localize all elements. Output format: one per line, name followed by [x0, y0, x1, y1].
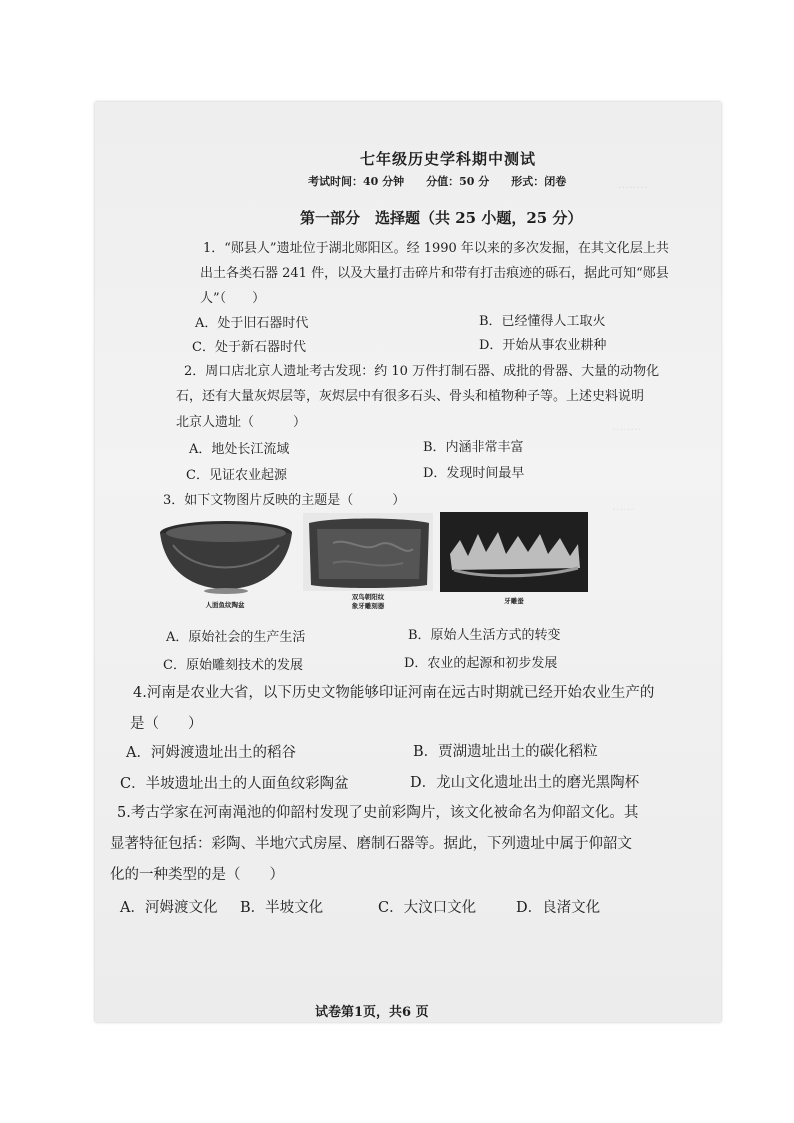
question-1-option-d[interactable]: D．开始从事农业耕种: [479, 338, 607, 353]
question-3-option-d[interactable]: D．农业的起源和初步发展: [404, 656, 558, 671]
question-5-option-a[interactable]: A．河姆渡文化: [120, 900, 218, 916]
artifact-caption-3: 牙雕蚕: [504, 597, 524, 605]
question-5-option-c[interactable]: C．大汶口文化: [378, 900, 477, 916]
artifact-caption-1: 人面鱼纹陶盆: [205, 601, 245, 609]
exam-title: 七年级历史学科期中测试: [360, 150, 537, 168]
question-4-line-1: 4.河南是农业大省，以下历史文物能够印证河南在远古时期就已经开始农业生产的: [133, 685, 655, 701]
question-5-line-3: 化的一种类型的是（ ）: [110, 867, 284, 883]
question-4-option-c[interactable]: C．半坡遗址出土的人面鱼纹彩陶盆: [120, 776, 349, 792]
question-2-line-1: 2．周口店北京人遗址考古发现：约 10 万件打制石器、成批的骨器、大量的动物化: [184, 364, 660, 379]
question-3-line-1: 3．如下文物图片反映的主题是（ ）: [163, 493, 406, 508]
question-2-option-c[interactable]: C．见证农业起源: [186, 468, 287, 483]
bleed-through-mark: ‥‥‥: [612, 500, 635, 513]
question-3-option-a[interactable]: A．原始社会的生产生活: [166, 630, 306, 645]
ivory-carving-image: [303, 513, 433, 591]
bleed-through-mark: ‥‥‥‥: [612, 420, 642, 433]
question-4-option-a[interactable]: A．河姆渡遗址出土的稻谷: [126, 745, 296, 761]
ivory-silkworm-image: [440, 512, 588, 592]
question-2-line-3: 北京人遗址（ ）: [176, 415, 307, 430]
question-1-line-2: 出土各类石器 241 件，以及大量打击碎片和带有打击痕迹的砾石，据此可知“郧县: [200, 266, 669, 281]
question-1-option-a[interactable]: A．处于旧石器时代: [195, 316, 309, 331]
bleed-through-mark: ‥‥‥‥: [618, 178, 648, 191]
question-1-option-c[interactable]: C．处于新石器时代: [192, 340, 306, 355]
pottery-basin-image: [155, 515, 297, 601]
section-heading: 第一部分 选择题（共 25 小题，25 分）: [300, 209, 583, 227]
page-footer: 试卷第1页，共6 页: [315, 1005, 429, 1020]
question-4-option-d[interactable]: D．龙山文化遗址出土的磨光黑陶杯: [410, 775, 640, 791]
question-5-option-d[interactable]: D．良渚文化: [516, 900, 601, 916]
question-5-line-1: 5.考古学家在河南渑池的仰韶村发现了史前彩陶片，该文化被命名为仰韶文化。其: [117, 805, 639, 821]
question-2-option-d[interactable]: D．发现时间最早: [423, 466, 525, 481]
artifact-caption-2: 双鸟朝阳纹 象牙雕刻器: [351, 593, 385, 610]
question-2-option-b[interactable]: B．内涵非常丰富: [423, 440, 524, 455]
question-1-line-3: 人”（ ）: [200, 291, 266, 306]
question-5-option-b[interactable]: B．半坡文化: [240, 900, 324, 916]
question-5-line-2: 显著特征包括：彩陶、半地穴式房屋、磨制石器等。据此，下列遗址中属于仰韶文: [110, 836, 632, 852]
question-1-option-b[interactable]: B．已经懂得人工取火: [479, 314, 606, 329]
question-4-line-2: 是（ ）: [130, 716, 203, 732]
exam-meta: 考试时间：40 分钟 分值：50 分 形式：闭卷: [308, 175, 567, 188]
question-2-option-a[interactable]: A．地处长江流域: [189, 442, 290, 457]
question-3-option-c[interactable]: C．原始雕刻技术的发展: [163, 658, 303, 673]
question-2-line-2: 石，还有大量灰烬层等，灰烬层中有很多石头、骨头和植物种子等。上述史料说明: [176, 389, 645, 404]
question-1-line-1: 1．“郧县人”遗址位于湖北郧阳区。经 1990 年以来的多次发掘，在其文化层上共: [203, 241, 669, 256]
question-3-option-b[interactable]: B．原始人生活方式的转变: [408, 628, 561, 643]
question-4-option-b[interactable]: B．贾湖遗址出土的碳化稻粒: [413, 744, 598, 760]
